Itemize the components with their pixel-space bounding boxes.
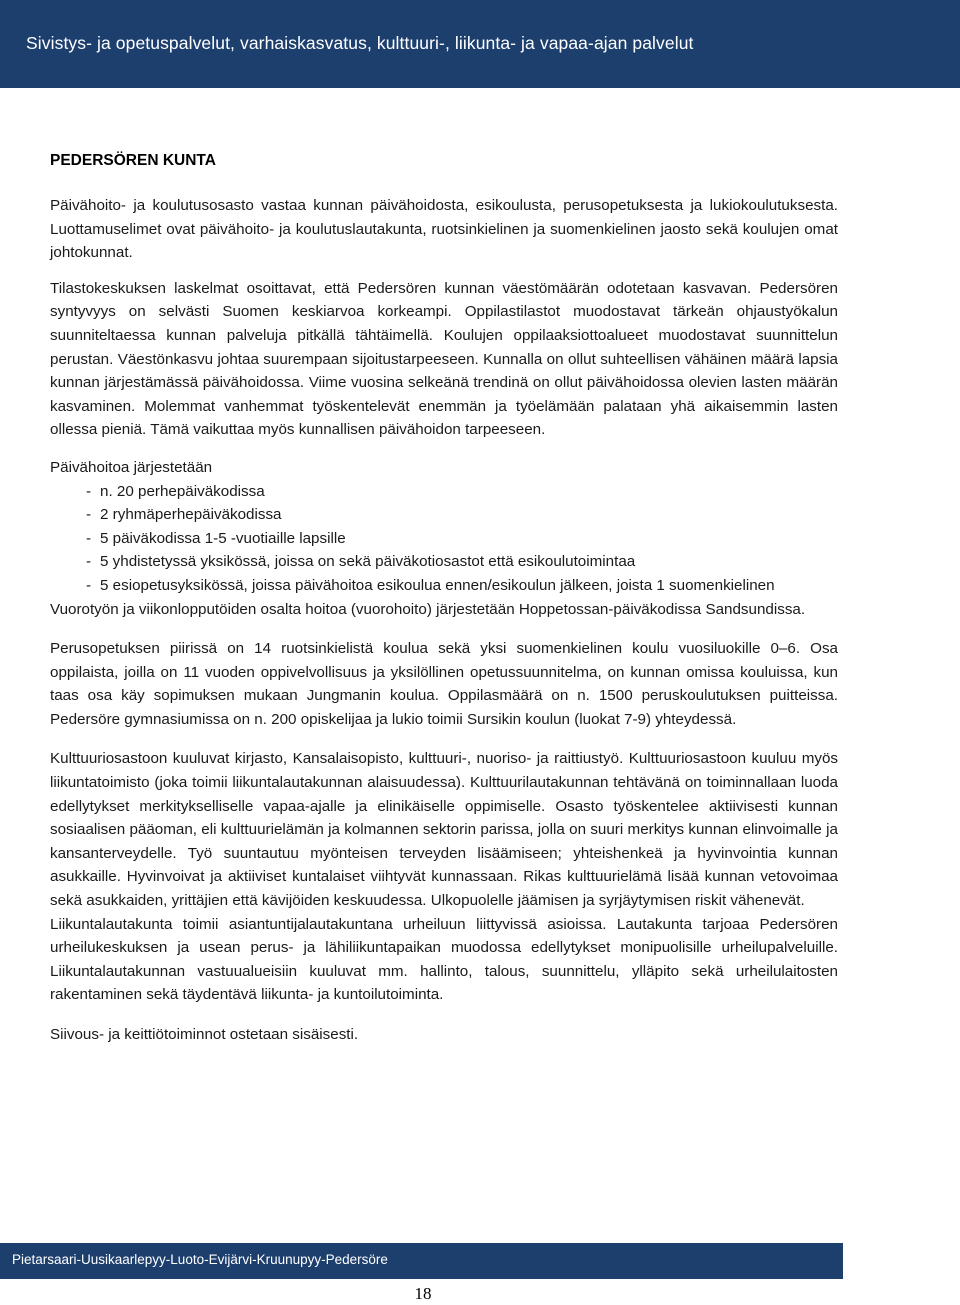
document-body [50, 152, 838, 1059]
paragraph-cleaning: Siivous- ja keittiötoiminnot ostetaan sisäisesti. [50, 1026, 359, 1043]
list-item: - n. 20 perhepäiväkodissa [86, 482, 265, 500]
header-title: Sivistys- ja opetuspalvelut, varhaiskasvatus, kulttuuri-, liikunta- ja vapaa-ajan palvelut [26, 33, 694, 53]
paragraph-population: Tilastokeskuksen laskelmat osoittavat, että Pedersören kunnan väestömäärän odotetaan kasvavan. Pedersören syntyvyys on selvästi Suomen keskiarvoa korkeampi. Oppilastilastot muodostavat tärkeän ohjaustyökalun suunniteltaessa kunnan palveluja pitkällä tähtäimellä. Koulujen oppilaaksiottoalueet muodostavat suunnittelun perustan. Väestönkasvu johtaa suurempaan sijoitustarpeeseen. Kunnalla on ollut suhteellisen vähäinen määrä lapsia kunnan järjestämässä päivähoidossa. Viime vuosina selkeänä trendinä on ollut päivähoidossa olevien lasten määrän kasvaminen. Molemmat vanhemmat työskentelevät enemmän ja työelämään palataan yhä aikaisemmin lasten ollessa pieniä. Tämä vaikuttaa myös kunnallisen päivähoidon tarpeeseen. [50, 279, 838, 439]
paragraph-culture: Kulttuuriosastoon kuuluvat kirjasto, Kansalaisopisto, kulttuuri-, nuoriso- ja raittiustyö. Kulttuuriosastoon kuuluu myös liikuntatoimisto (joka toimii liikuntalautakunnan alaisuudessa). Kulttuurilautakunnan tehtävänä on toiminnallaan luoda edellytykset merkitykselliselle vapaa-ajalle ja elinikäiselle oppimiselle. Osasto työskentelee aktiivisesti kunnan sosiaalisen pääoman, eli kulttuurielämän ja kolmannen sektorin parissa, jolla on suuri merkitys kunnan elinvoimalle ja kansanterveydelle. Työ suuntautuu myönteisen terveyden lisäämiseen; yhteishenkeä ja hyvinvointia kunnan asukkaille. Hyvinvoivat ja aktiiviset kuntalaiset viihtyvät kunnassaan. Rikas kulttuurielämä lisää kunnan vetovoimaa sekä asukkaiden, yrittäjien että kävijöiden keskuudessa. Ulkopuolelle jäämisen ja syrjäytymisen riskit vähenevät. [50, 750, 838, 910]
list-item: - 5 yhdistetyssä yksikössä, joissa on sekä päiväkotiosastot että esikoulutoimintaa [86, 553, 636, 571]
footer-band [0, 1243, 843, 1279]
paragraph-organisation: Päivähoito- ja koulutusosasto vastaa kunnan päivähoidosta, esikoulusta, perusopetuksesta ja lukiokoulutuksesta. Luottamuselimet ovat päivähoito- ja koulutuslautakunta, ruotsinkielinen ja suomenkielinen jaosto sekä koulujen omat johtokunnat. [50, 197, 838, 262]
header-band [0, 0, 960, 88]
paragraph-sports: Liikuntalautakunta toimii asiantuntijalautakuntana urheiluun liittyvissä asioissa. Lautakunta tarjoaa Pedersören urheilukeskuksen ja usean perus- ja lähiliikuntapaikan muodossa edellytykset monipuolisille urheilupalveluille. Liikuntalautakunnan vastuualueisiin kuuluvat mm. hallinto, talous, suunnittelu, ylläpito sekä urheilulaitosten rakentaminen sekä täydentävä liikunta- ja kuntoilutoiminta. [50, 915, 838, 1004]
list-intro: Päivähoitoa järjestetään [50, 458, 213, 476]
list-item: - 2 ryhmäperhepäiväkodissa [86, 506, 282, 524]
list-item: - 5 päiväkodissa 1-5 -vuotiaille lapsille [86, 529, 346, 547]
paragraph-shift-care: Vuorotyön ja viikonlopputöiden osalta hoitoa (vuorohoito) järjestetään Hoppetossan-päiväkodissa Sandsundissa. [50, 600, 806, 618]
footer-municipalities: Pietarsaari-Uusikaarlepyy-Luoto-Evijärvi-Kruunupyy-Pedersöre [12, 1252, 388, 1267]
daycare-list [50, 480, 838, 598]
page-number: 18 [414, 1284, 432, 1303]
section-title: PEDERSÖREN KUNTA [50, 152, 216, 169]
list-item: - 5 esiopetusyksikössä, joissa päivähoitoa esikoulua ennen/esikoulun jälkeen, joista 1 suomenkielinen [86, 576, 775, 594]
paragraph-schools: Perusopetuksen piirissä on 14 ruotsinkielistä koulua sekä yksi suomenkielinen koulu vuosiluokille 0–6. Osa oppilaista, joilla on 11 vuoden oppivelvollisuus ja yksilöllinen opetussuunnitelma, on kunnan omissa kouluissa, kun taas osa käy sopimuksen mukaan Jungmanin koulua. Oppilasmäärä on n. 1500 peruskoulutuksen puitteissa. Pedersöre gymnasiumissa on n. 200 opiskelijaa ja lukio toimii Sursikin koulun (luokat 7-9) yhteydessä. [50, 640, 838, 728]
